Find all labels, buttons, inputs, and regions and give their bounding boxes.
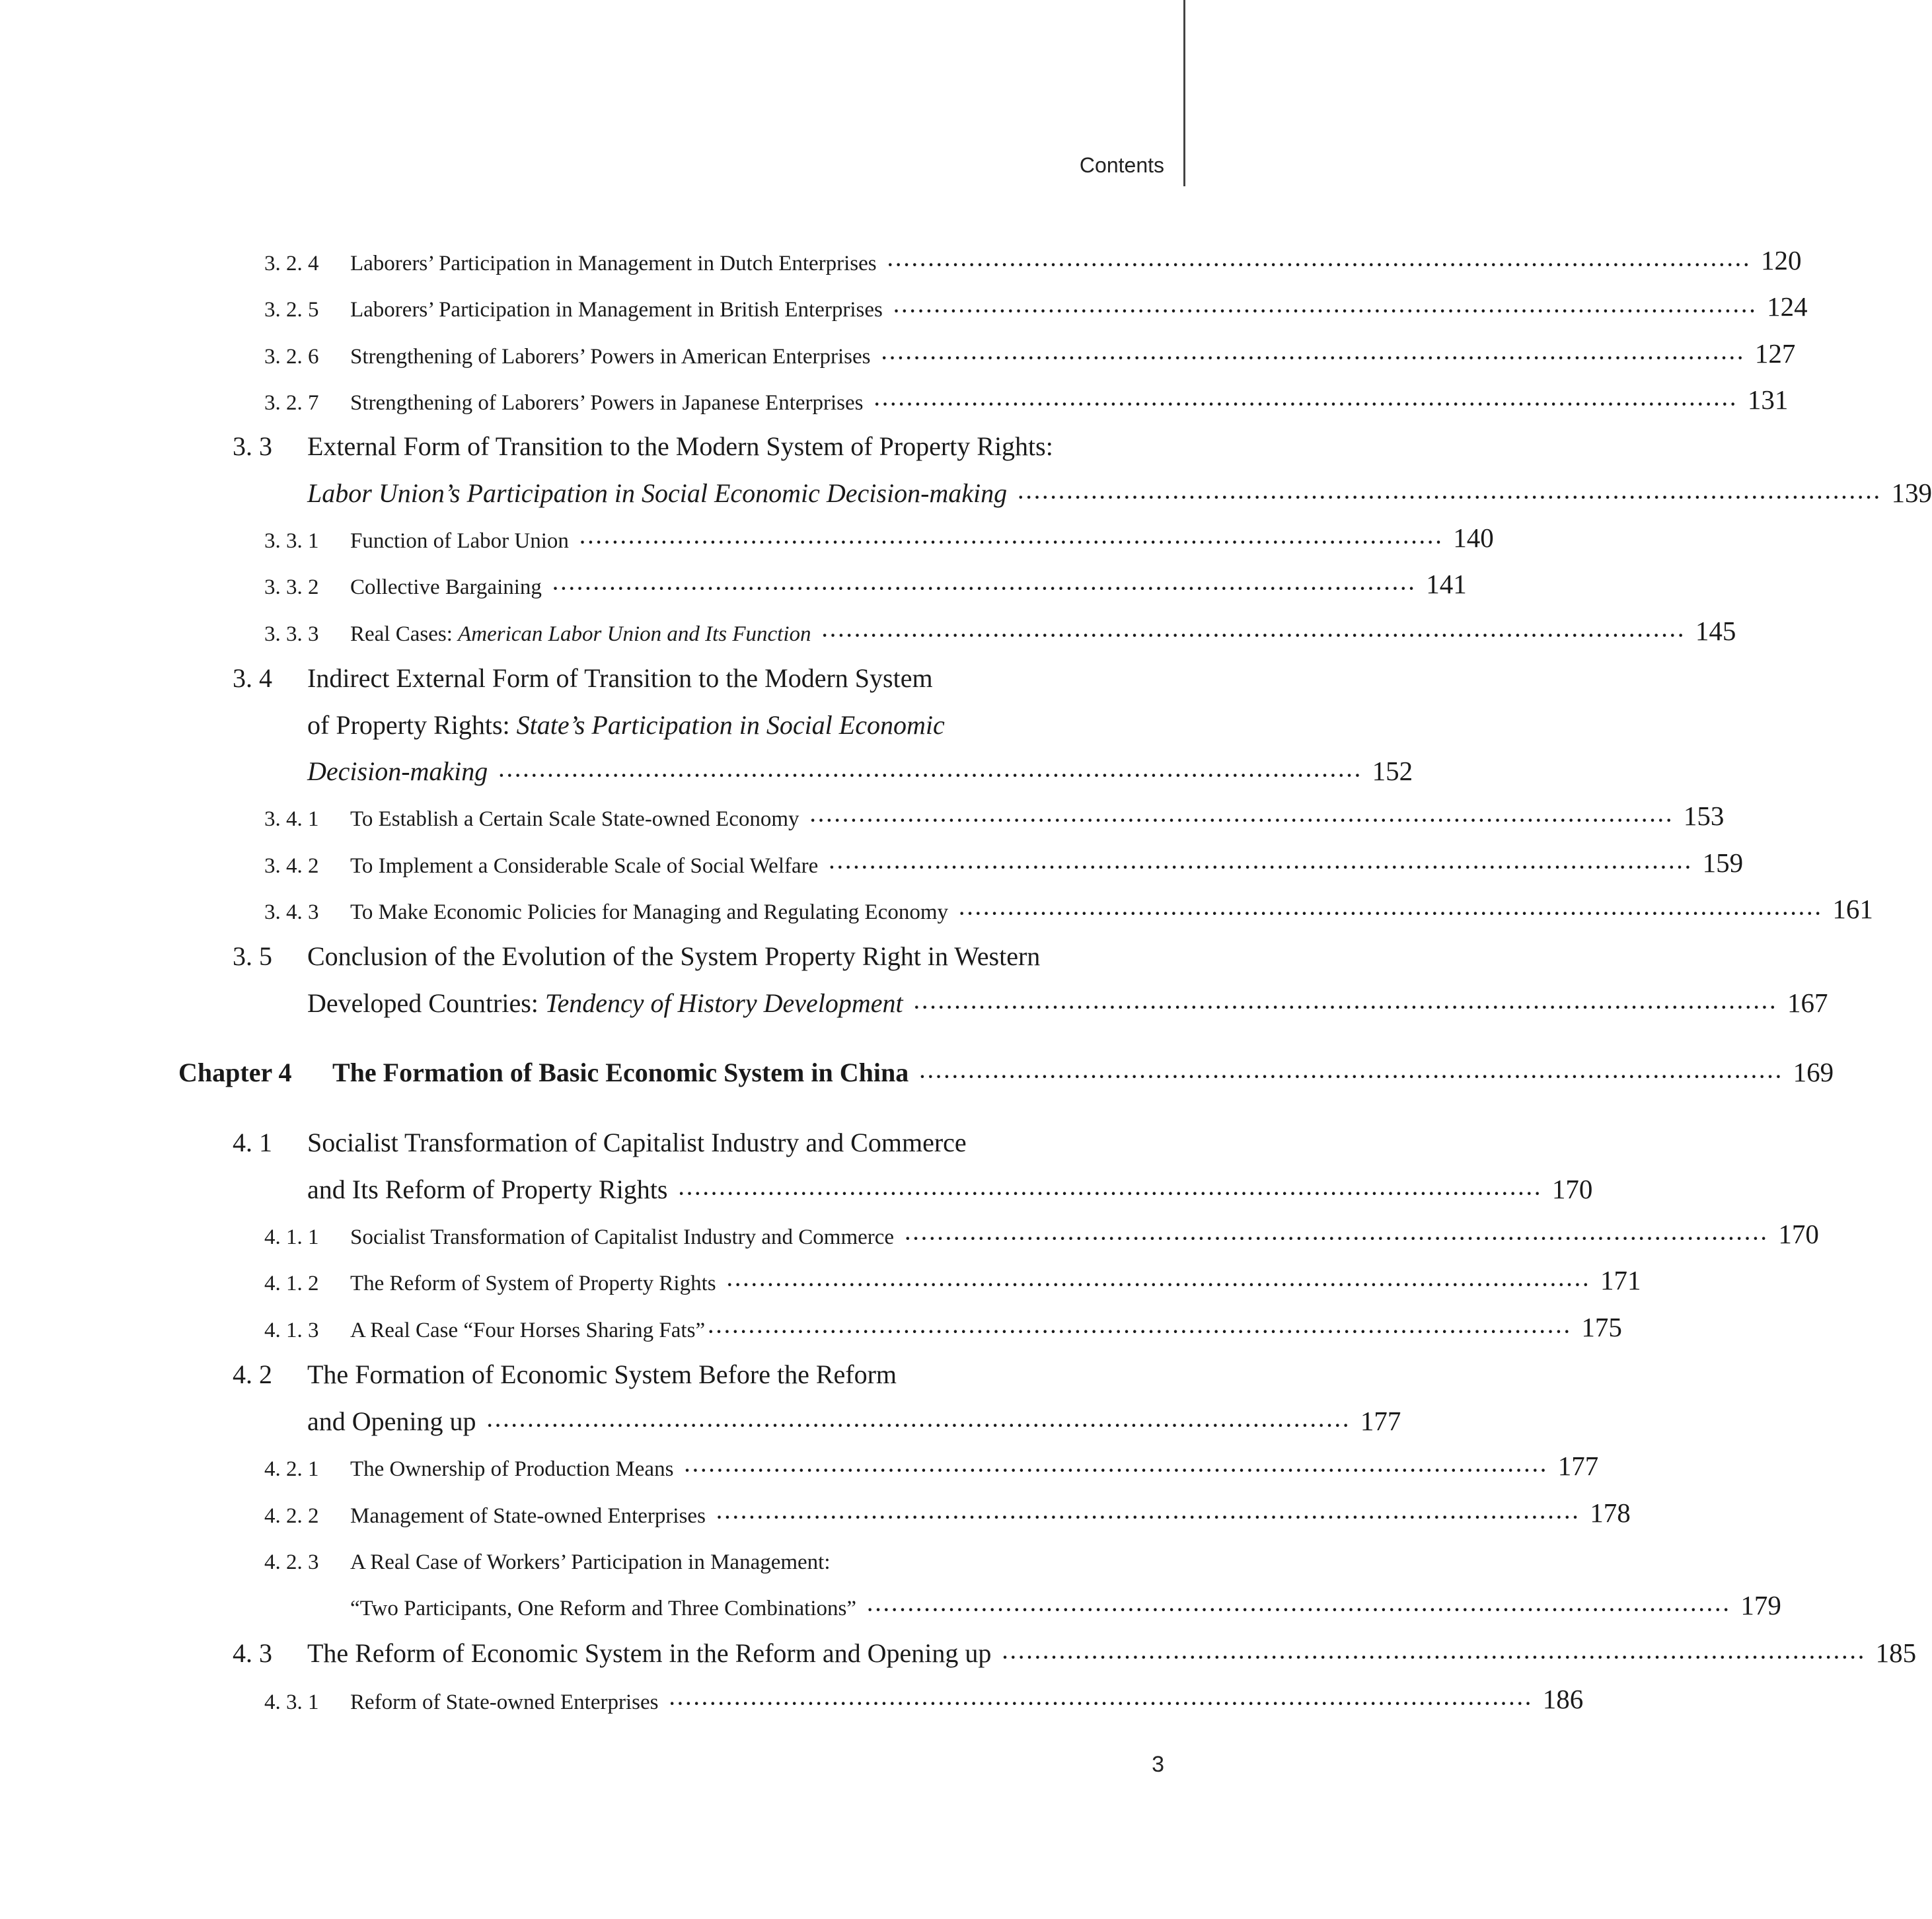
header-rule: [1183, 0, 1185, 186]
page-ref: 131: [1747, 384, 1789, 415]
section-number: 3. 2. 6: [264, 345, 319, 369]
page-ref: 170: [1551, 1174, 1593, 1204]
toc-entry[interactable]: [233, 419, 1162, 462]
entry-title: Indirect External Form of Transition to the Modern System: [307, 663, 933, 693]
leader-dots: ··········································································································: [809, 811, 1674, 831]
page-ref: 177: [1360, 1406, 1401, 1436]
entry-title: and Opening up: [307, 1406, 476, 1436]
entry-title: To Make Economic Policies for Managing and Regulating Economy: [350, 900, 948, 924]
page-ref: 169: [1793, 1057, 1834, 1087]
toc-entry[interactable]: [264, 1210, 1819, 1250]
leader-dots: ··········································································································: [829, 857, 1693, 878]
leader-dots: ··········································································································: [873, 394, 1738, 415]
toc-entry[interactable]: [233, 1348, 1162, 1390]
toc-entry[interactable]: [264, 1675, 1584, 1715]
chapter-title: The Formation of Basic Economic System in China: [332, 1058, 909, 1087]
leader-dots: ··········································································································: [821, 626, 1686, 646]
entry-title: The Reform of Economic System in the Reform and Opening up: [307, 1638, 992, 1668]
entry-title: Real Cases: American Labor Union and Its Function: [350, 622, 811, 646]
section-number: 4. 1. 1: [264, 1225, 319, 1249]
leader-dots: ··········································································································: [881, 348, 1746, 369]
leader-dots: ··········································································································: [684, 1461, 1549, 1481]
entry-title-italic: Decision-making: [307, 756, 488, 786]
section-number: 3. 3: [233, 431, 272, 461]
page-ref: 179: [1740, 1590, 1781, 1620]
entry-title: To Implement a Considerable Scale of Social Welfare: [350, 854, 819, 878]
toc-entry-continuation[interactable]: [307, 1163, 1593, 1205]
entry-title: Reform of State-owned Enterprises: [350, 1690, 659, 1714]
section-number: 4. 2. 1: [264, 1457, 319, 1481]
entry-title: Socialist Transformation of Capitalist Industry and Commerce: [307, 1128, 967, 1157]
toc-entry[interactable]: [264, 1442, 1599, 1482]
section-number: 3. 5: [233, 941, 272, 971]
page-ref: 175: [1581, 1312, 1622, 1342]
toc-entry[interactable]: [233, 1116, 1162, 1158]
page-ref: 127: [1754, 338, 1796, 369]
leader-dots: ··········································································································: [726, 1275, 1591, 1295]
leader-dots: ··········································································································: [905, 1229, 1769, 1249]
toc-entry[interactable]: [264, 376, 1789, 416]
leader-dots: ··········································································································: [1002, 1647, 1867, 1668]
entry-title: The Formation of Economic System Before the Reform: [307, 1359, 897, 1389]
entry-title: Strengthening of Laborers’ Powers in American Enterprises: [350, 345, 871, 369]
entry-title: Developed Countries: Tendency of History Development: [307, 988, 903, 1018]
leader-dots: ··········································································································: [669, 1694, 1534, 1714]
section-number: 3. 3. 1: [264, 529, 319, 553]
page-ref: 167: [1787, 988, 1828, 1018]
entry-title: To Establish a Certain Scale State-owned Economy: [350, 807, 799, 831]
entry-title-italic: Labor Union’s Participation in Social Economic Decision-making: [307, 478, 1008, 508]
page-ref: 153: [1683, 801, 1725, 831]
page-ref: 185: [1875, 1638, 1917, 1668]
section-number: 4. 2. 3: [264, 1550, 319, 1574]
section-number: 4. 2: [233, 1359, 272, 1389]
toc-entry-continuation[interactable]: [350, 1581, 1781, 1621]
page-ref: 178: [1590, 1498, 1631, 1528]
page-number: 3: [1152, 1752, 1164, 1777]
leader-dots: ··········································································································: [708, 1322, 1572, 1342]
entry-title: “Two Participants, One Reform and Three Combinations”: [350, 1597, 856, 1620]
toc-entry[interactable]: [264, 236, 1802, 276]
toc-entry[interactable]: [264, 283, 1808, 322]
entry-title: A Real Case “Four Horses Sharing Fats”: [350, 1319, 706, 1342]
entry-title: Laborers’ Participation in Management in Dutch Enterprises: [350, 252, 877, 275]
page-ref: 139: [1891, 478, 1932, 508]
leader-dots: ··········································································································: [887, 255, 1752, 275]
section-number: 4. 1: [233, 1128, 272, 1157]
toc-entry[interactable]: [264, 792, 1725, 832]
leader-dots: ··········································································································: [579, 532, 1444, 553]
page-ref: 141: [1426, 569, 1467, 599]
page-ref: 186: [1542, 1684, 1584, 1714]
toc-entry[interactable]: [264, 839, 1744, 879]
leader-dots: ··········································································································: [716, 1507, 1580, 1528]
toc-entry[interactable]: [264, 1303, 1622, 1343]
page-ref: 161: [1832, 894, 1873, 924]
toc-entry[interactable]: [264, 1535, 1162, 1575]
entry-title: External Form of Transition to the Modern System of Property Rights:: [307, 431, 1053, 461]
chapter-number: Chapter 4: [178, 1058, 292, 1087]
entry-title: Socialist Transformation of Capitalist Industry and Commerce: [350, 1225, 895, 1249]
section-number: 4. 2. 2: [264, 1504, 319, 1528]
leader-dots: ··········································································································: [959, 904, 1823, 924]
entry-title: and Its Reform of Property Rights: [307, 1175, 668, 1204]
toc-entry-continuation: [307, 698, 1162, 741]
section-number: 3. 3. 2: [264, 575, 319, 599]
leader-dots: ··········································································································: [866, 1600, 1731, 1620]
toc-entry[interactable]: [233, 651, 1162, 694]
page-ref: 145: [1695, 616, 1736, 646]
page-ref: 171: [1600, 1265, 1641, 1295]
chapter-entry[interactable]: [178, 1046, 1834, 1088]
page-ref: 124: [1767, 291, 1808, 322]
toc-entry[interactable]: [264, 1489, 1631, 1529]
toc-entry[interactable]: [264, 885, 1873, 925]
running-head: Contents: [1079, 153, 1164, 177]
entry-title: A Real Case of Workers’ Participation in Management:: [350, 1550, 831, 1574]
toc-entry[interactable]: [264, 514, 1494, 554]
toc-entry[interactable]: [264, 330, 1796, 369]
entry-title: Collective Bargaining: [350, 575, 542, 599]
section-number: 4. 3: [233, 1638, 272, 1668]
toc-entry-continuation[interactable]: [307, 1394, 1401, 1437]
section-number: 3. 2. 5: [264, 298, 319, 322]
section-number: 4. 3. 1: [264, 1690, 319, 1714]
section-number: 4. 1. 3: [264, 1319, 319, 1342]
entry-title: The Ownership of Production Means: [350, 1457, 674, 1481]
toc-entry[interactable]: [233, 929, 1162, 972]
page-ref: 159: [1702, 848, 1744, 878]
entry-title: of Property Rights: State’s Participation in Social Economic: [307, 710, 945, 740]
toc-entry[interactable]: [264, 607, 1736, 647]
leader-dots: ··········································································································: [486, 1416, 1351, 1436]
leader-dots: ··········································································································: [893, 301, 1758, 322]
leader-dots: ··········································································································: [552, 579, 1417, 599]
toc-entry-continuation[interactable]: [307, 976, 1828, 1019]
toc-entry[interactable]: [264, 1256, 1641, 1296]
leader-dots: ··········································································································: [919, 1067, 1784, 1087]
page-ref: 140: [1453, 523, 1494, 553]
page-ref: 177: [1557, 1451, 1599, 1481]
entry-title: Strengthening of Laborers’ Powers in Japanese Enterprises: [350, 391, 864, 415]
section-number: 3. 4. 3: [264, 900, 319, 924]
entry-title: Function of Labor Union: [350, 529, 569, 553]
section-number: 3. 4: [233, 663, 272, 693]
page-ref: 152: [1372, 756, 1413, 786]
section-number: 4. 1. 2: [264, 1272, 319, 1295]
toc-entry-continuation[interactable]: [307, 466, 1932, 509]
entry-title: Conclusion of the Evolution of the System Property Right in Western: [307, 941, 1041, 971]
section-number: 3. 4. 1: [264, 807, 319, 831]
leader-dots: ··········································································································: [498, 766, 1363, 786]
page-ref: 170: [1778, 1219, 1819, 1249]
leader-dots: ··········································································································: [1018, 488, 1882, 508]
toc-entry-continuation[interactable]: [307, 744, 1413, 787]
toc-entry[interactable]: [264, 560, 1467, 600]
section-number: 3. 3. 3: [264, 622, 319, 646]
section-number: 3. 2. 7: [264, 391, 319, 415]
leader-dots: ··········································································································: [913, 997, 1778, 1018]
toc-entry[interactable]: [233, 1626, 1917, 1669]
entry-title: The Reform of System of Property Rights: [350, 1272, 716, 1295]
section-number: 3. 2. 4: [264, 252, 319, 275]
entry-title: Management of State-owned Enterprises: [350, 1504, 706, 1528]
page-ref: 120: [1760, 245, 1802, 275]
leader-dots: ··········································································································: [678, 1184, 1543, 1204]
section-number: 3. 4. 2: [264, 854, 319, 878]
entry-title: Laborers’ Participation in Management in British Enterprises: [350, 298, 883, 322]
